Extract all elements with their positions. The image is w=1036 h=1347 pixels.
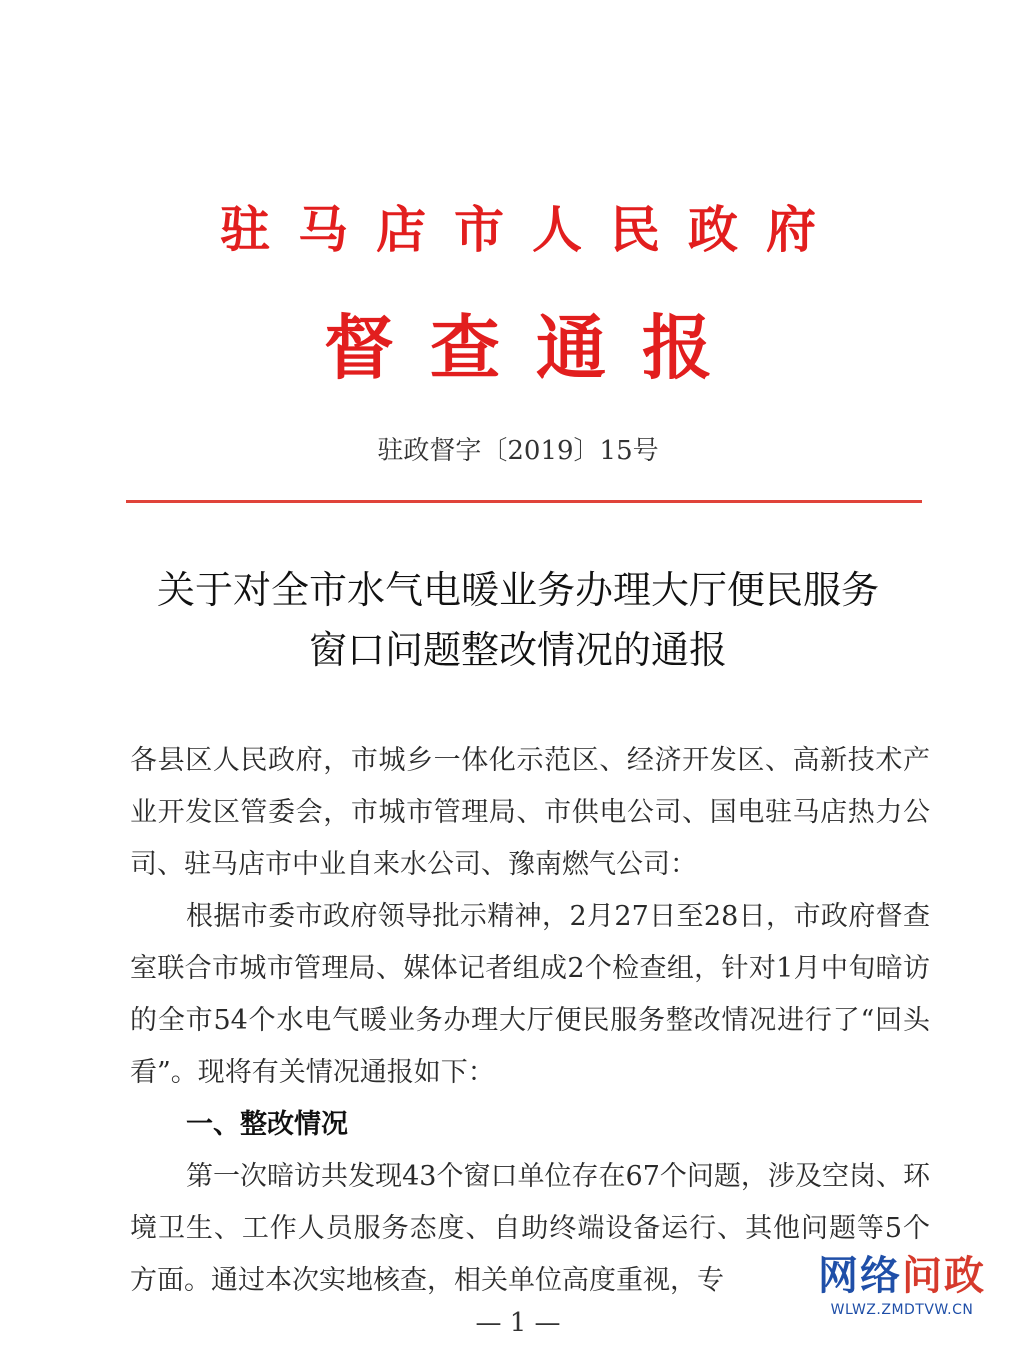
document-body (130, 735, 930, 1307)
title-line-1: 关于对全市水气电暖业务办理大厅便民服务 (156, 568, 879, 612)
watermark-url: WLWZ.ZMDTVW.CN (830, 1302, 974, 1318)
page-number: — 1 — (475, 1308, 561, 1338)
body-paragraph: 第一次暗访共发现43个窗口单位存在67个问题，涉及空岗、环境卫生、工作人员服务态度、自助终端设备运行、其他问题等5个方面。通过本次实地核查，相关单位高度重视，专 (130, 1161, 930, 1296)
recipients-paragraph: 各县区人民政府，市城乡一体化示范区、经济开发区、高新技术产业开发区管委会，市城市管理局、市供电公司、国电驻马店热力公司、驻马店市中业自来水公司、豫南燃气公司： (130, 745, 930, 880)
issuing-organization: 驻马店市人民政府 (220, 200, 844, 259)
document-type: 督查通报 (324, 306, 748, 389)
watermark-title-part1: 网络 (818, 1253, 902, 1299)
body-paragraph: 根据市委市政府领导批示精神，2月27日至28日，市政府督查室联合市城市管理局、媒体记者组成2个检查组，针对1月中旬暗访的全市54个水电气暖业务办理大厅便民服务整改情况进行了“回头看”。现将有关情况通报如下： (130, 901, 930, 1088)
section-heading: 一、整改情况 (186, 1109, 348, 1140)
title-line-2: 窗口问题整改情况的通报 (308, 628, 727, 672)
notice-title (0, 560, 1036, 680)
document-number: 驻政督字〔2019〕15号 (377, 436, 659, 466)
watermark-logo (812, 1252, 992, 1318)
watermark-title (812, 1252, 992, 1300)
red-divider-line (126, 500, 922, 503)
watermark-title-part2: 问政 (902, 1253, 986, 1299)
